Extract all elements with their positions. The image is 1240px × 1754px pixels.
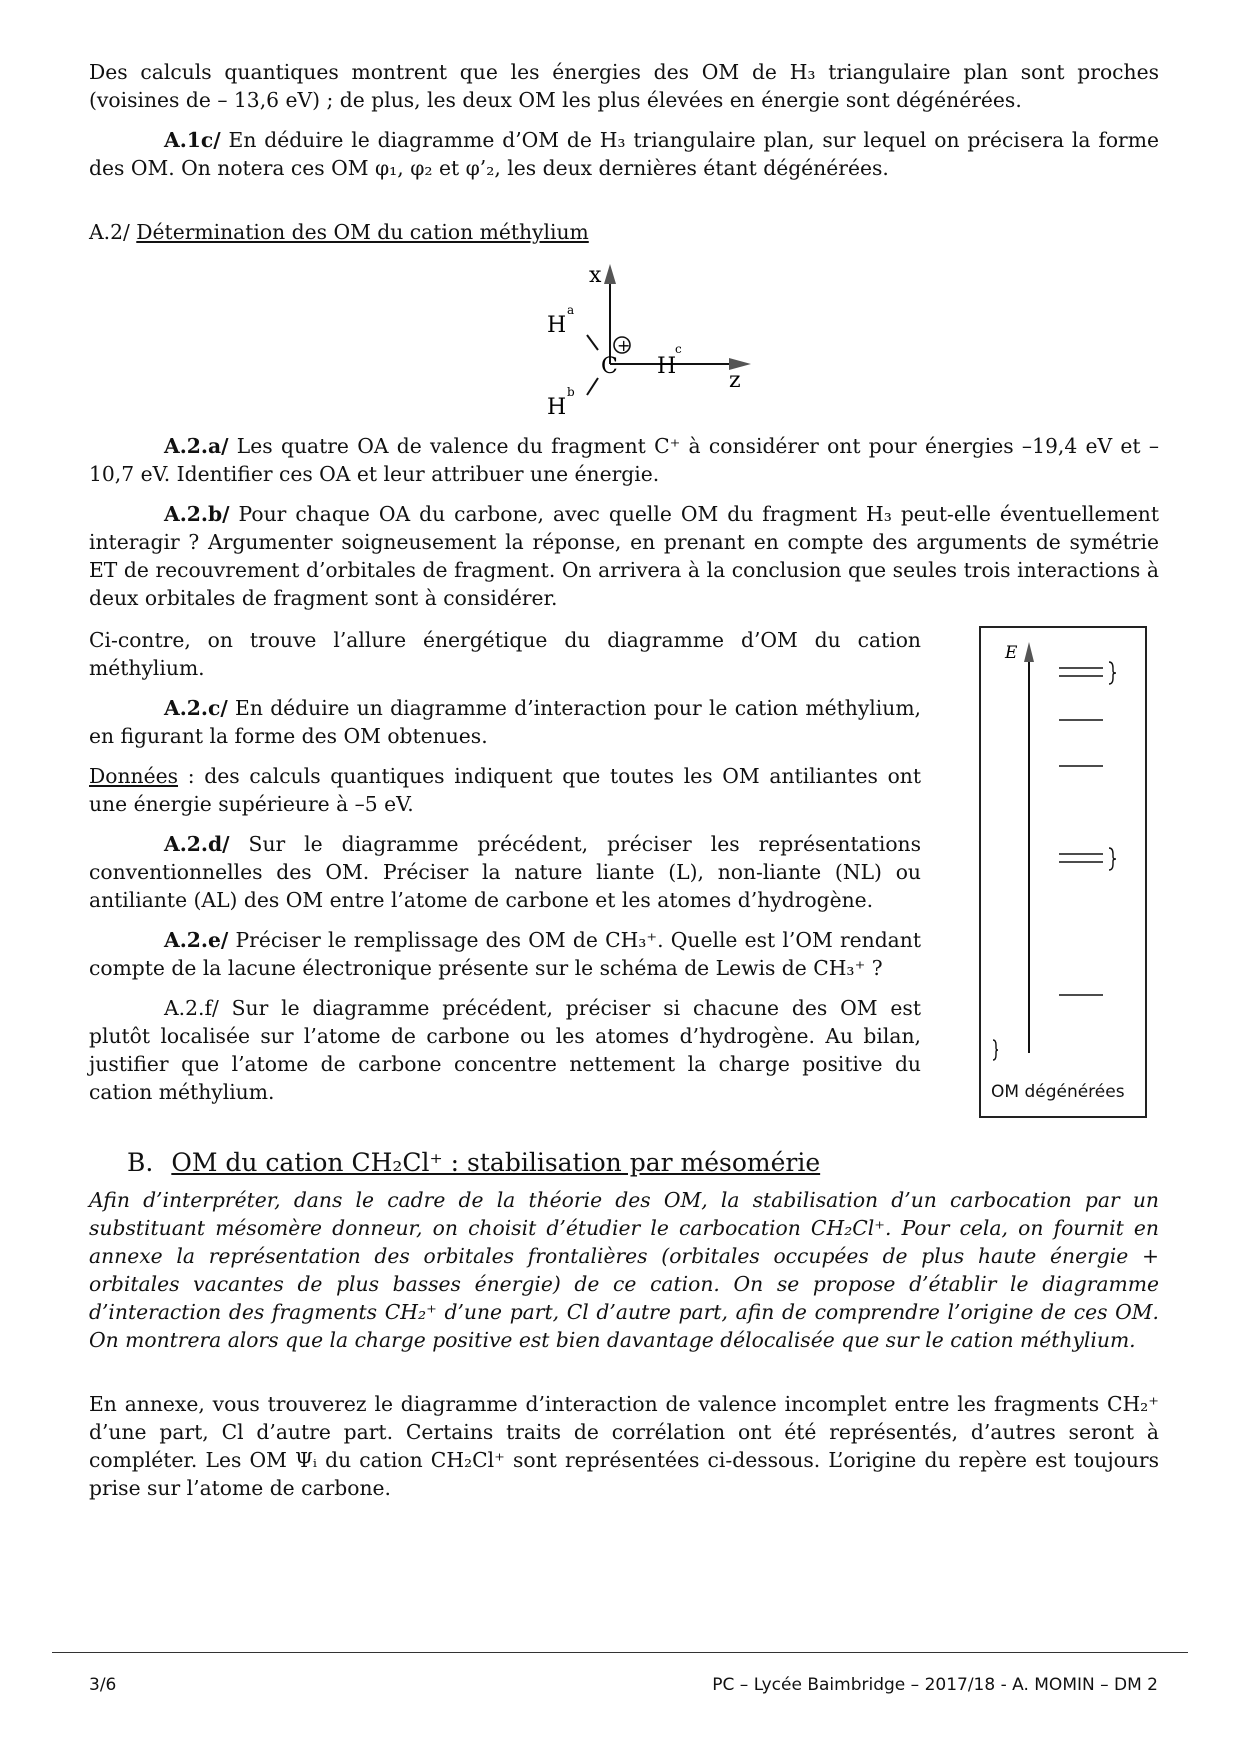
section-b-heading bbox=[127, 1146, 1159, 1180]
question-label: A.2.a/ bbox=[164, 434, 229, 458]
question-a1c bbox=[89, 126, 1159, 182]
paragraph-annexe: En annexe, vous trouverez le diagramme d’interaction de valence incomplet entre les fragments CH₂⁺ d’une part, Cl d’autre part. Certains traits de corrélation ont été représentés, d’autres seront à compléter. Les OM Ψᵢ du cation CH₂Cl⁺ sont représentées ci-dessous. L’origine du repère est toujours prise sur l’atome de carbone. bbox=[89, 1392, 1159, 1500]
methylium-section bbox=[89, 626, 1159, 1106]
paragraph-intro: Des calculs quantiques montrent que les énergies des OM de H₃ triangulaire plan sont proches (voisines de – 13,6 eV) ; de plus, les deux OM les plus élevées en énergie sont dégénérées. bbox=[89, 60, 1159, 112]
question-text: Sur le diagramme précédent, préciser les représentations conventionnelles des OM. Préciser la nature liante (L), non-liante (NL) ou antiliante (AL) des OM entre l’atome de carbone et les atomes d’hydrogène. bbox=[89, 832, 921, 912]
bond-c-ha bbox=[587, 335, 598, 350]
energy-diagram-svg bbox=[981, 628, 1145, 1116]
hydrogen-c: H bbox=[657, 354, 677, 379]
question-label: A.1c/ bbox=[164, 128, 221, 152]
energy-diagram-legend: OM dégénérées bbox=[991, 1082, 1125, 1102]
footer-course-info: PC – Lycée Baimbridge – 2017/18 - A. MOMIN – DM 2 bbox=[712, 1675, 1158, 1695]
methylium-structure-svg bbox=[489, 252, 789, 432]
section-a2-heading bbox=[89, 218, 1159, 246]
paragraph-ci-contre: Ci-contre, on trouve l’allure énergétique du diagramme d’OM du cation méthylium. bbox=[89, 628, 921, 680]
question-text: Préciser le remplissage des OM de CH₃⁺. Quelle est l’OM rendant compte de la lacune électronique présente sur le schéma de Lewis de CH₃⁺ ? bbox=[89, 928, 921, 980]
methylium-text-column bbox=[89, 626, 921, 1106]
donnees-paragraph bbox=[89, 762, 921, 818]
question-a2a bbox=[89, 432, 1159, 488]
donnees-text: : des calculs quantiques indiquent que toutes les OM antiliantes ont une énergie supérieure à –5 eV. bbox=[89, 764, 921, 816]
section-b-intro: Afin d’interpréter, dans le cadre de la théorie des OM, la stabilisation d’un carbocation par un substituant mésomère donneur, on choisit d’étudier le carbocation CH₂Cl⁺. Pour cela, on fournit en annexe la représentation des orbitales frontalières (orbitales occupées de plus haute énergie + orbitales vacantes de plus basses énergie) de ce cation. On se propose d’établir le diagramme d’interaction des fragments CH₂⁺ d’une part, Cl d’autre part, afin de comprendre l’origine de ces OM. On montrera alors que la charge positive est bien davantage délocalisée que sur le cation méthylium. bbox=[89, 1188, 1159, 1352]
question-text: En déduire un diagramme d’interaction pour le cation méthylium, en figurant la forme des OM obtenues. bbox=[89, 696, 921, 748]
energy-axis-arrow bbox=[1024, 642, 1034, 662]
question-label: A.2.d/ bbox=[164, 832, 230, 856]
bond-c-hb bbox=[587, 378, 598, 395]
question-label: A.2.c/ bbox=[164, 696, 228, 720]
section-b-title: OM du cation CH₂Cl⁺ : stabilisation par mésomérie bbox=[171, 1148, 821, 1177]
section-title: Détermination des OM du cation méthylium bbox=[136, 220, 589, 244]
question-text: Les quatre OA de valence du fragment C⁺ à considérer ont pour énergies –19,4 eV et –10,7 eV. Identifier ces OA et leur attribuer une énergie. bbox=[89, 434, 1159, 486]
hydrogen-c-label: c bbox=[675, 342, 682, 356]
energy-diagram bbox=[979, 626, 1147, 1118]
question-text: En déduire le diagramme d’OM de H₃ triangulaire plan, sur lequel on précisera la forme des OM. On notera ces OM φ₁, φ₂ et φ’₂, les deux dernières étant dégénérées. bbox=[89, 128, 1159, 180]
question-a2d bbox=[89, 830, 921, 914]
page-footer bbox=[52, 1652, 1188, 1695]
page-content bbox=[89, 58, 1159, 1502]
positive-charge-sign: + bbox=[617, 336, 631, 355]
question-a2f: A.2.f/ Sur le diagramme précédent, préciser si chacune des OM est plutôt localisée sur l’atome de carbone ou les atomes d’hydrogène. Au bilan, justifier que l’atome de carbone concentre nettement la charge positive du cation méthylium. bbox=[89, 996, 921, 1104]
section-b-number: B. bbox=[127, 1148, 154, 1177]
degenerate-brace-2 bbox=[1109, 848, 1116, 870]
question-text: Pour chaque OA du carbone, avec quelle OM du fragment H₃ peut-elle éventuellement interagir ? Argumenter soigneusement la réponse, en prenant en compte des arguments de symétrie ET de recouvrement d’orbitales de fragment. On arrivera à la conclusion que seules trois interactions à deux orbitales de fragment sont à considérer. bbox=[89, 502, 1159, 610]
donnees-label: Données bbox=[89, 764, 179, 788]
question-a2e bbox=[89, 926, 921, 982]
x-axis-label: x bbox=[589, 263, 602, 288]
hydrogen-b: H bbox=[547, 395, 567, 420]
hydrogen-a-label: a bbox=[567, 303, 575, 317]
methylium-structure-figure bbox=[89, 252, 1159, 432]
hydrogen-b-label: b bbox=[567, 385, 575, 399]
question-label: A.2.b/ bbox=[164, 502, 230, 526]
energy-axis-label: E bbox=[1005, 643, 1018, 663]
question-a2b bbox=[89, 500, 1159, 612]
x-axis-arrow bbox=[604, 264, 616, 284]
carbon-atom: C bbox=[601, 354, 618, 379]
section-prefix: A.2/ bbox=[89, 220, 137, 244]
z-axis-label: z bbox=[729, 368, 741, 393]
question-label: A.2.e/ bbox=[164, 928, 229, 952]
page-number: 3/6 bbox=[89, 1675, 117, 1695]
hydrogen-a: H bbox=[547, 313, 567, 338]
legend-brace bbox=[993, 1040, 998, 1060]
question-a2c bbox=[89, 694, 921, 750]
degenerate-brace-1 bbox=[1109, 662, 1116, 684]
